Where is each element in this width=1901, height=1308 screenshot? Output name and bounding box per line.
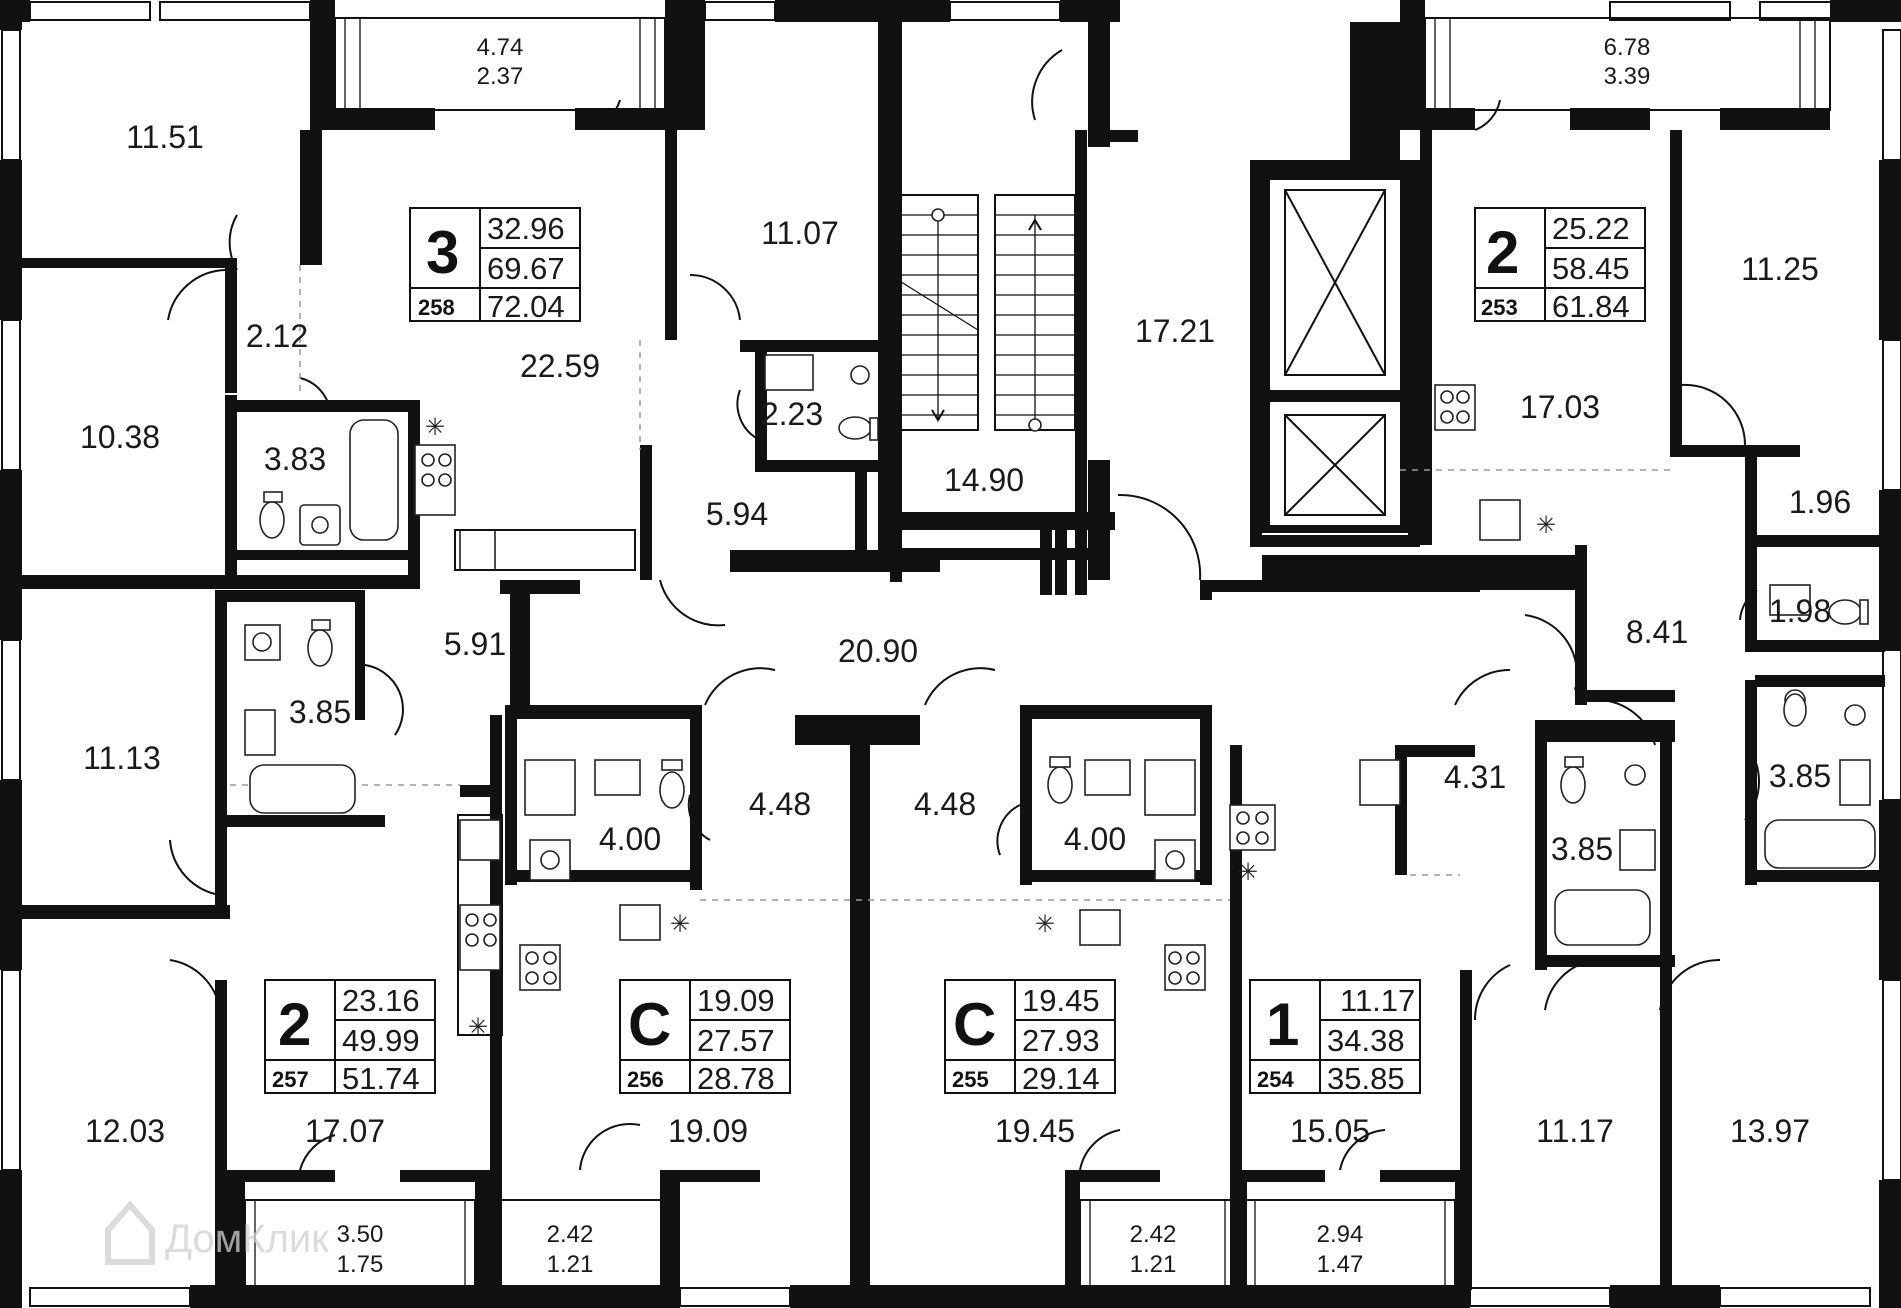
apartment-type: 1 xyxy=(1266,991,1300,1058)
room-area-label: 3.85 xyxy=(1768,758,1832,794)
living-area: 11.17 xyxy=(1340,983,1416,1018)
windows xyxy=(2,2,1901,1306)
room-area-label: 3.85 xyxy=(288,694,352,730)
living-area: 19.45 xyxy=(1022,983,1100,1018)
apartment-card-258[interactable] xyxy=(410,208,580,324)
room-area-label: 5.94 xyxy=(705,496,769,532)
total-area-with-balcony: 29.14 xyxy=(1022,1061,1100,1096)
balcony-reduced-area: 1.21 xyxy=(546,1251,594,1278)
total-area: 49.99 xyxy=(342,1023,420,1058)
apartment-number: 256 xyxy=(627,1067,664,1092)
total-area-with-balcony: 35.85 xyxy=(1327,1061,1405,1096)
apartment-type: 2 xyxy=(278,991,312,1058)
room-area-label: 4.31 xyxy=(1443,759,1507,795)
apartment-number: 257 xyxy=(272,1067,309,1092)
balcony-area: 2.42 xyxy=(1129,1221,1177,1248)
apartment-card-253[interactable] xyxy=(1475,208,1645,324)
balcony-reduced-area: 1.47 xyxy=(1316,1251,1364,1278)
room-area-label: 10.38 xyxy=(79,419,161,455)
room-area-label: 17.03 xyxy=(1519,389,1601,425)
room-area-label: 8.41 xyxy=(1625,614,1689,650)
apartment-type: 2 xyxy=(1486,219,1520,286)
living-area: 32.96 xyxy=(487,211,565,246)
room-area-label: 4.00 xyxy=(1063,821,1127,857)
balcony-reduced-area: 3.39 xyxy=(1603,63,1651,90)
elevators xyxy=(1285,190,1385,515)
room-area-label: 13.97 xyxy=(1729,1113,1811,1149)
total-area: 58.45 xyxy=(1552,251,1630,286)
balcony-area: 3.50 xyxy=(336,1221,384,1248)
apartment-card-257[interactable] xyxy=(265,980,435,1096)
watermark-text: ДомКлик xyxy=(165,1217,329,1261)
room-area-label: 4.48 xyxy=(748,786,812,822)
room-area-label: 1.96 xyxy=(1788,484,1852,520)
svg-text:✳: ✳ xyxy=(468,1014,489,1041)
apartment-number: 253 xyxy=(1481,295,1518,320)
room-area-label: 14.90 xyxy=(943,462,1025,498)
apartment-card-255[interactable] xyxy=(945,980,1115,1096)
balcony-area: 4.74 xyxy=(476,34,524,61)
total-area-with-balcony: 72.04 xyxy=(487,289,565,324)
room-area-label: 4.48 xyxy=(913,786,977,822)
apartment-type: 3 xyxy=(426,219,460,286)
svg-text:✳: ✳ xyxy=(1035,911,1056,938)
total-area-with-balcony: 51.74 xyxy=(342,1061,420,1096)
staircase xyxy=(898,195,1075,431)
room-area-label: 2.12 xyxy=(245,318,309,354)
total-area: 27.93 xyxy=(1022,1023,1100,1058)
room-area-label: 17.07 xyxy=(304,1113,386,1149)
room-area-label: 3.83 xyxy=(263,441,327,477)
apartment-type: С xyxy=(628,991,672,1058)
apartment-number: 258 xyxy=(418,295,455,320)
room-area-label: 20.90 xyxy=(837,633,919,669)
apartment-number: 254 xyxy=(1257,1067,1294,1092)
apartment-card-254[interactable] xyxy=(1250,980,1420,1096)
svg-text:✳: ✳ xyxy=(1536,512,1557,539)
balcony-area: 6.78 xyxy=(1603,34,1651,61)
apartment-number: 255 xyxy=(952,1067,989,1092)
room-area-label: 17.21 xyxy=(1134,313,1216,349)
living-area: 19.09 xyxy=(697,983,775,1018)
room-area-label: 12.03 xyxy=(84,1113,166,1149)
balcony-reduced-area: 1.21 xyxy=(1129,1251,1177,1278)
room-area-label: 22.59 xyxy=(519,348,601,384)
balcony-reduced-area: 2.37 xyxy=(476,63,524,90)
room-area-label: 19.09 xyxy=(667,1113,749,1149)
room-area-label: 15.05 xyxy=(1289,1113,1371,1149)
room-area-label: 11.07 xyxy=(761,215,839,251)
svg-text:✳: ✳ xyxy=(425,414,446,441)
room-area-label: 11.51 xyxy=(126,119,204,155)
room-area-label: 4.00 xyxy=(598,821,662,857)
room-area-label: 3.85 xyxy=(1550,831,1614,867)
living-area: 23.16 xyxy=(342,983,420,1018)
svg-text:✳: ✳ xyxy=(1238,859,1259,886)
total-area: 69.67 xyxy=(487,251,565,286)
balcony-area: 2.94 xyxy=(1316,1221,1364,1248)
apartment-type: С xyxy=(953,991,997,1058)
room-area-label: 11.25 xyxy=(1741,251,1819,287)
apartment-card-256[interactable] xyxy=(620,980,790,1096)
room-area-label: 2.23 xyxy=(760,396,824,432)
total-area-with-balcony: 28.78 xyxy=(697,1061,775,1096)
room-area-label: 11.17 xyxy=(1536,1113,1614,1149)
room-area-label: 11.13 xyxy=(83,740,161,776)
living-area: 25.22 xyxy=(1552,211,1630,246)
balcony-reduced-area: 1.75 xyxy=(336,1251,384,1278)
total-area-with-balcony: 61.84 xyxy=(1552,289,1630,324)
total-area: 27.57 xyxy=(697,1023,775,1058)
room-area-label: 5.91 xyxy=(443,626,507,662)
room-area-label: 1.98 xyxy=(1768,593,1832,629)
svg-text:✳: ✳ xyxy=(670,911,691,938)
total-area: 34.38 xyxy=(1327,1023,1405,1058)
room-area-label: 19.45 xyxy=(994,1113,1076,1149)
balcony-area: 2.42 xyxy=(546,1221,594,1248)
